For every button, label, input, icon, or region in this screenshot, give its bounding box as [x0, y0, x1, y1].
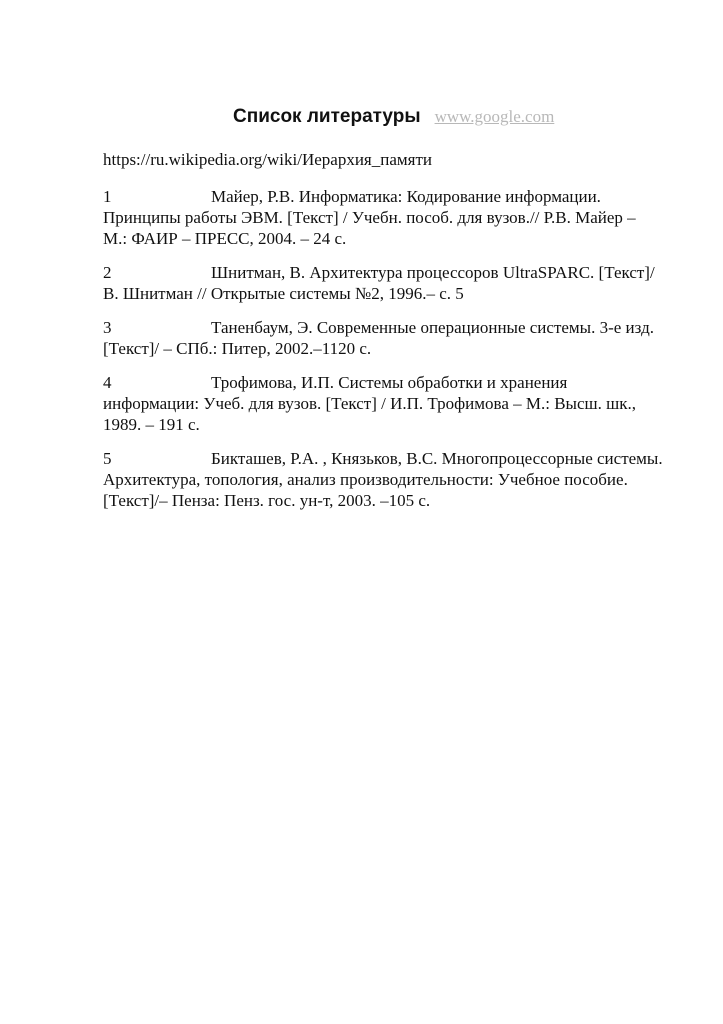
- reference-item-2: [103, 262, 663, 304]
- reference-item-3: [103, 317, 663, 359]
- reference-item-1: [103, 186, 663, 249]
- reference-number: 1: [103, 187, 112, 206]
- title-link[interactable]: www.google.com: [434, 107, 555, 126]
- reference-item-5: [103, 448, 663, 511]
- reference-number: 3: [103, 318, 112, 337]
- reference-text: Трофимова, И.П. Системы обработки и хранения информации: Учеб. для вузов. [Текст] / И.П. Трофимова – М.: Высш. шк., 1989. – 191 с.: [103, 373, 636, 434]
- reference-text: Бикташев, Р.А. , Князьков, В.С. Многопроцессорные системы. Архитектура, топология, анализ производительности: Учебное пособие. [Текст]/– Пенза: Пенз. гос. ун-т, 2003. –105 с.: [103, 449, 663, 510]
- reference-text: Майер, Р.В. Информатика: Кодирование информации. Принципы работы ЭВМ. [Текст] / Учебн. пособ. для вузов.// Р.В. Майер – М.: ФАИР – ПРЕСС, 2004. – 24 с.: [103, 187, 636, 248]
- reference-text: Таненбаум, Э. Современные операционные системы. 3-е изд. [Текст]/ – СПб.: Питер, 2002.–1120 с.: [103, 318, 654, 358]
- reference-number: 2: [103, 263, 112, 282]
- page-title: Список литературы: [233, 106, 421, 127]
- reference-text: Шнитман, В. Архитектура процессоров UltraSPARC. [Текст]/ В. Шнитман // Открытые системы №2, 1996.– с. 5: [103, 263, 655, 303]
- reference-list: [103, 186, 663, 524]
- title-line: [233, 106, 554, 128]
- reference-number: 5: [103, 449, 112, 468]
- source-url: https://ru.wikipedia.org/wiki/Иерархия_памяти: [103, 150, 432, 169]
- reference-item-4: [103, 372, 663, 435]
- reference-number: 4: [103, 373, 112, 392]
